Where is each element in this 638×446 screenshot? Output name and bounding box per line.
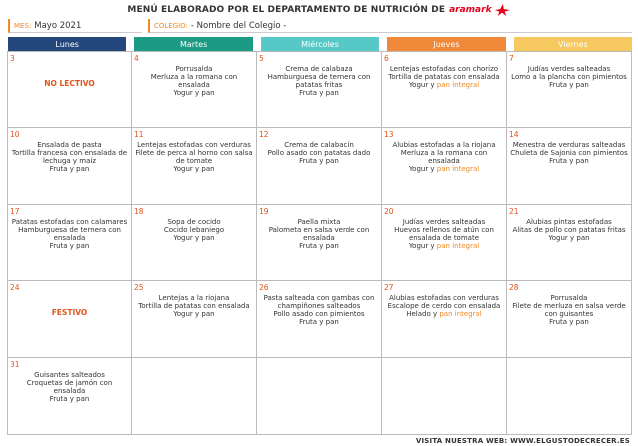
- dish-item: Fruta y pan: [299, 89, 339, 97]
- day-cell: [257, 51, 382, 128]
- dish-item: Filete de merluza en salsa verde con guisantes: [512, 302, 626, 319]
- dish-item: Judías verdes salteadas: [527, 65, 611, 73]
- dish-item: Fruta y pan: [549, 318, 589, 327]
- day-number: 21: [509, 206, 519, 216]
- day-cell: [132, 281, 257, 358]
- day-cell: [507, 205, 632, 282]
- dish-item: Alubias estofadas con verduras: [389, 294, 499, 303]
- dish-item: Guisantes salteados: [34, 371, 105, 380]
- dish-list: [384, 218, 504, 250]
- aramark-logo-text: aramark: [449, 5, 492, 15]
- aramark-logo: [449, 3, 510, 17]
- colegio-field: [148, 19, 632, 33]
- dessert-text: Helado y: [406, 310, 440, 319]
- day-number: 18: [134, 206, 144, 216]
- dish-item: Yogur y pan: [548, 233, 590, 242]
- dish-list: [509, 65, 629, 89]
- dish-item: Menestra de verduras salteadas: [512, 140, 626, 149]
- website-footer: VISITA NUESTRA WEB: WWW.ELGUSTODECRECER.ES: [415, 437, 630, 445]
- day-cell: [257, 358, 382, 435]
- dish-item: Yogur y pan: [173, 89, 215, 97]
- dish-item: Fruta y pan: [299, 156, 339, 165]
- dish-item: Lomo a la plancha con pimientos: [511, 73, 627, 81]
- dish-item: Alitas de pollo con patatas fritas: [512, 225, 626, 234]
- dessert-text: Yogur y: [408, 241, 437, 250]
- dessert-text: Yogur y: [408, 81, 437, 89]
- dish-list: [259, 65, 379, 97]
- special-day-label: NO LECTIVO: [44, 79, 95, 88]
- menu-title: MENÚ ELABORADO POR EL DEPARTAMENTO DE NUTRICIÓN DE: [127, 5, 446, 15]
- dish-item: Palometa en salsa verde con ensalada: [268, 225, 370, 242]
- menu-header: [0, 0, 638, 20]
- day-number: 13: [384, 129, 394, 139]
- day-cell: [7, 51, 132, 128]
- dish-list: [134, 218, 254, 242]
- day-number: 27: [384, 283, 394, 293]
- day-number: 12: [259, 129, 269, 139]
- day-cell: [132, 128, 257, 205]
- dish-item: Croquetas de jamón con ensalada: [26, 379, 113, 396]
- dish-item: Cocido lebaniego: [163, 225, 225, 234]
- day-cell: [7, 281, 132, 358]
- dish-list: [134, 294, 254, 318]
- dish-item: Hamburguesa de ternera con patatas fritas: [267, 73, 371, 89]
- dish-item: Sopa de cocido: [167, 217, 221, 226]
- special-day-label: FESTIVO: [51, 308, 88, 318]
- integral-bread-text: pan integral: [439, 310, 482, 319]
- day-cell: [507, 128, 632, 205]
- day-cell: [257, 281, 382, 358]
- colegio-value: - Nombre del Colegio -: [190, 20, 287, 31]
- star-icon: [493, 3, 511, 17]
- day-cell: [507, 51, 632, 128]
- dish-item: Alubias estofadas a la riojana: [392, 140, 496, 149]
- day-header-lunes: Lunes: [8, 37, 126, 51]
- day-number: 10: [10, 129, 20, 139]
- dish-item: Yogur y pan: [173, 233, 215, 242]
- day-cell: [7, 358, 132, 435]
- day-number: 24: [10, 283, 20, 293]
- dessert-item: [384, 165, 504, 173]
- dish-item: Escalope de cerdo con ensalada: [387, 302, 501, 311]
- day-number: 28: [509, 283, 519, 293]
- dish-item: Tortilla de patatas con ensalada: [138, 302, 250, 311]
- day-cell: [382, 51, 507, 128]
- info-row: [8, 19, 632, 35]
- dish-list: [259, 218, 379, 250]
- dish-item: Alubias pintas estofadas: [526, 217, 612, 226]
- day-number: 19: [259, 206, 269, 216]
- dish-item: Fruta y pan: [549, 156, 589, 165]
- integral-bread-text: pan integral: [436, 241, 480, 250]
- day-header-martes: Martes: [134, 37, 252, 51]
- mes-field: [8, 19, 142, 33]
- dish-item: Judías verdes salteadas: [402, 217, 486, 226]
- dish-item: Tortilla francesa con ensalada de lechuga y maíz: [11, 148, 128, 165]
- dish-item: Fruta y pan: [49, 395, 90, 404]
- dish-item: Pasta salteada con gambas con champiñones salteados: [263, 294, 375, 311]
- dish-list: [134, 141, 254, 173]
- dish-item: Tortilla de patatas con ensalada: [388, 73, 500, 81]
- dish-list: [384, 65, 504, 89]
- dish-item: Fruta y pan: [299, 318, 339, 327]
- day-header-miercoles: Miércoles: [261, 37, 379, 51]
- dish-item: Lentejas estofadas con verduras: [137, 140, 251, 149]
- integral-bread-text: pan integral: [436, 164, 480, 173]
- day-number: 5: [259, 54, 264, 63]
- day-cell: [507, 281, 632, 358]
- day-number: 6: [384, 54, 389, 63]
- day-number: 26: [259, 283, 269, 293]
- dish-list: [259, 141, 379, 165]
- colegio-label: COLEGIO:: [153, 21, 188, 30]
- day-number: 3: [10, 54, 15, 63]
- day-number: 11: [134, 129, 144, 139]
- dish-list: [10, 218, 129, 250]
- dish-item: Merluza a la romana con ensalada: [150, 73, 238, 89]
- day-cell: [132, 205, 257, 282]
- day-cell: [382, 205, 507, 282]
- day-number: 25: [134, 283, 144, 293]
- dish-item: Porrusalda: [550, 294, 588, 303]
- day-cell: [132, 51, 257, 128]
- day-cell: [257, 128, 382, 205]
- day-number: 14: [509, 129, 519, 139]
- dish-item: Fruta y pan: [549, 81, 589, 89]
- dish-item: Crema de calabacín: [284, 140, 354, 149]
- dessert-item: [384, 81, 504, 89]
- dish-item: Fruta y pan: [49, 241, 90, 250]
- dish-list: [509, 294, 629, 326]
- day-headers: [8, 37, 632, 51]
- day-cell: [382, 281, 507, 358]
- day-cell: [382, 358, 507, 435]
- dish-item: Merluza a la romana con ensalada: [400, 148, 488, 165]
- dish-item: Chuleta de Sajonia con pimientos: [510, 148, 628, 157]
- dish-list: [259, 294, 379, 326]
- dish-list: [509, 141, 629, 165]
- dish-item: Hamburguesa de ternera con ensalada: [18, 225, 121, 242]
- dessert-item: [384, 242, 504, 250]
- dish-item: Patatas estofadas con calamares: [11, 217, 128, 226]
- day-cell: [7, 205, 132, 282]
- dish-list: [10, 141, 129, 173]
- dish-item: Paella mixta: [297, 217, 341, 226]
- mes-value: Mayo 2021: [34, 20, 82, 31]
- day-cell: [257, 205, 382, 282]
- dessert-item: [384, 310, 504, 318]
- day-number: 7: [509, 54, 514, 63]
- day-number: 17: [10, 206, 20, 216]
- dish-list: [384, 141, 504, 173]
- integral-bread-text: pan integral: [436, 81, 480, 89]
- dish-item: Yogur y pan: [173, 164, 215, 173]
- dish-list: [134, 65, 254, 97]
- dish-item: Ensalada de pasta: [37, 140, 102, 149]
- menu-calendar-grid: [7, 51, 632, 435]
- dish-item: Lentejas a la riojana: [158, 294, 230, 303]
- mes-label: MES:: [14, 21, 32, 30]
- dish-item: Crema de calabaza: [285, 65, 353, 73]
- dish-list: [509, 218, 629, 242]
- dessert-text: Yogur y: [408, 164, 437, 173]
- dish-item: Fruta y pan: [299, 241, 339, 250]
- dish-item: Yogur y pan: [173, 310, 215, 319]
- day-cell: [382, 128, 507, 205]
- dish-list: [384, 294, 504, 318]
- dish-item: Huevos rellenos de atún con ensalada de tomate: [394, 225, 494, 242]
- dish-item: Filete de perca al horno con salsa de tomate: [135, 148, 253, 165]
- day-header-viernes: Viernes: [514, 37, 632, 51]
- dish-item: Pollo asado con patatas dado: [267, 148, 371, 157]
- day-number: 4: [134, 54, 139, 63]
- day-cell: [132, 358, 257, 435]
- day-number: 31: [10, 360, 20, 370]
- dish-item: Pollo asado con pimientos: [273, 310, 365, 319]
- day-cell: [507, 358, 632, 435]
- dish-list: [10, 371, 129, 403]
- dish-item: Lentejas estofadas con chorizo: [389, 65, 499, 73]
- day-number: 20: [384, 206, 394, 216]
- day-cell: [7, 128, 132, 205]
- dish-item: Fruta y pan: [49, 164, 90, 173]
- day-header-jueves: Jueves: [387, 37, 505, 51]
- dish-item: Porrusalda: [175, 65, 213, 73]
